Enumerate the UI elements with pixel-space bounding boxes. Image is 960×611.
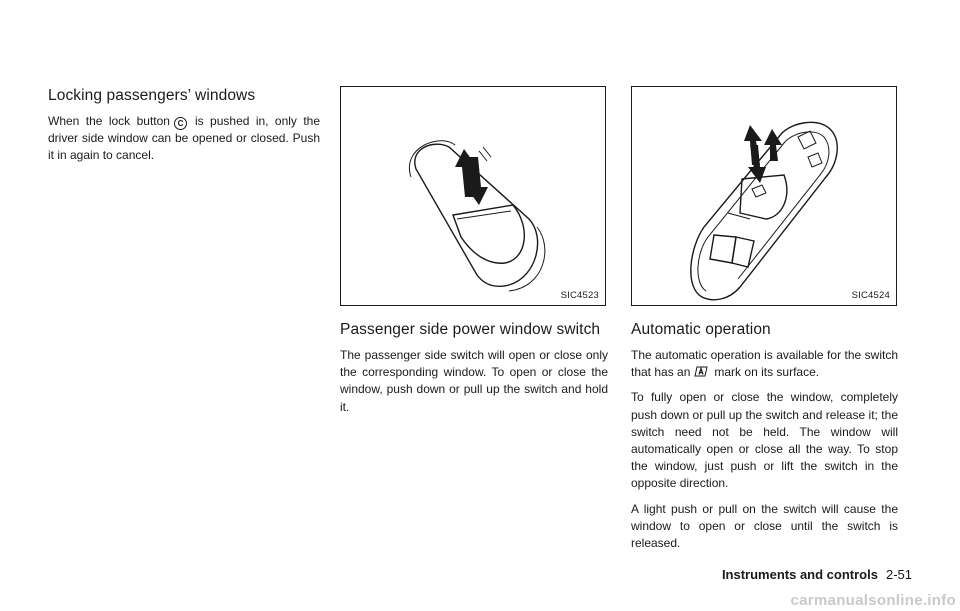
watermark-text: carmanualsonline.info bbox=[790, 592, 956, 609]
lock-button-c-icon: C bbox=[174, 117, 187, 130]
passenger-switch-figure bbox=[340, 86, 606, 306]
passenger-section bbox=[340, 86, 608, 424]
automatic-paragraph-3: A light push or pull on the switch will cause the window to open or close until the switch is released. bbox=[631, 501, 898, 551]
driver-switch-figure bbox=[631, 86, 897, 306]
page-number: 2-51 bbox=[885, 567, 912, 582]
automatic-paragraph-1 bbox=[631, 347, 898, 381]
passenger-heading: Passenger side power window switch bbox=[340, 321, 601, 338]
automatic-paragraph-2: To fully open or close the window, completely push down or pull up the switch and release it; the switch need not be held. The window will automatically open or close all the way. To stop the window, just push or lift the switch in the opposite direction. bbox=[631, 390, 898, 491]
locking-text-before: When the lock button bbox=[48, 114, 170, 128]
locking-section bbox=[48, 86, 320, 173]
page-footer bbox=[722, 567, 912, 582]
automatic-heading: Automatic operation bbox=[631, 321, 771, 338]
automatic-text-before: The automatic operation is available for the switch that has an bbox=[631, 348, 898, 380]
automatic-section bbox=[631, 86, 898, 560]
passenger-switch-illustration bbox=[341, 87, 605, 305]
locking-paragraph bbox=[48, 113, 320, 165]
passenger-paragraph: The passenger side switch will open or close only the corresponding window. To open or close the window, push down or pull up the switch and hold it. bbox=[340, 348, 608, 414]
section-title: Instruments and controls bbox=[721, 567, 878, 582]
locking-heading: Locking passengers’ windows bbox=[48, 87, 256, 104]
auto-a-mark-icon bbox=[694, 366, 708, 377]
automatic-text-after: mark on its surface. bbox=[714, 365, 820, 380]
figure-code: SIC4523 bbox=[560, 290, 599, 301]
locking-text-after: is pushed in, only the driver side window can be opened or closed. Push it in again to cancel. bbox=[48, 114, 321, 163]
driver-switch-illustration bbox=[632, 87, 896, 305]
figure-code: SIC4524 bbox=[851, 290, 890, 301]
